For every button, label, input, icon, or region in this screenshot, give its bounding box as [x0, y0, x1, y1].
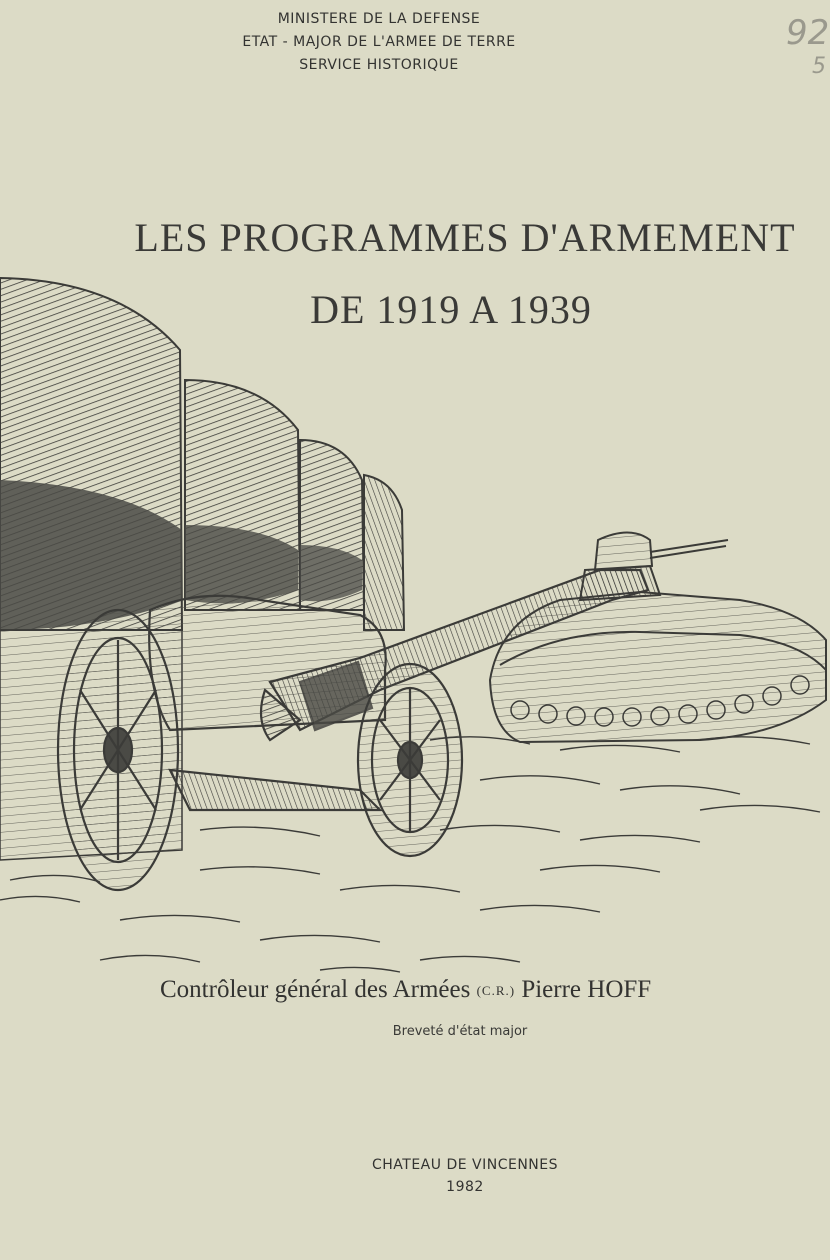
margin-note-mark: 5: [812, 54, 826, 79]
title-line-2: DE 1919 A 1939: [310, 287, 592, 332]
author-qualification: Breveté d'état major: [392, 1024, 528, 1039]
title-line-1: LES PROGRAMMES D'ARMEMENT: [134, 215, 796, 260]
tank-drawing: [490, 533, 826, 743]
author-name: Pierre HOFF: [521, 976, 652, 1003]
author-line: [160, 976, 800, 1004]
header-service: SERVICE HISTORIQUE: [299, 57, 459, 73]
cover-illustration: [0, 270, 830, 990]
publication-location: CHATEAU DE VINCENNES: [371, 1157, 559, 1173]
header-ministry: MINISTERE DE LA DEFENSE: [277, 11, 481, 27]
author-title: Contrôleur général des Armées: [160, 976, 471, 1003]
header-staff: ETAT - MAJOR DE L'ARMEE DE TERRE: [242, 34, 516, 50]
publication-year: 1982: [446, 1179, 484, 1195]
publication-place: [0, 1154, 830, 1198]
author-rank: (C.R.): [476, 983, 516, 998]
margin-note-number: 92: [786, 13, 830, 53]
publisher-header: [0, 8, 830, 77]
handwritten-margin-note: [786, 13, 830, 84]
